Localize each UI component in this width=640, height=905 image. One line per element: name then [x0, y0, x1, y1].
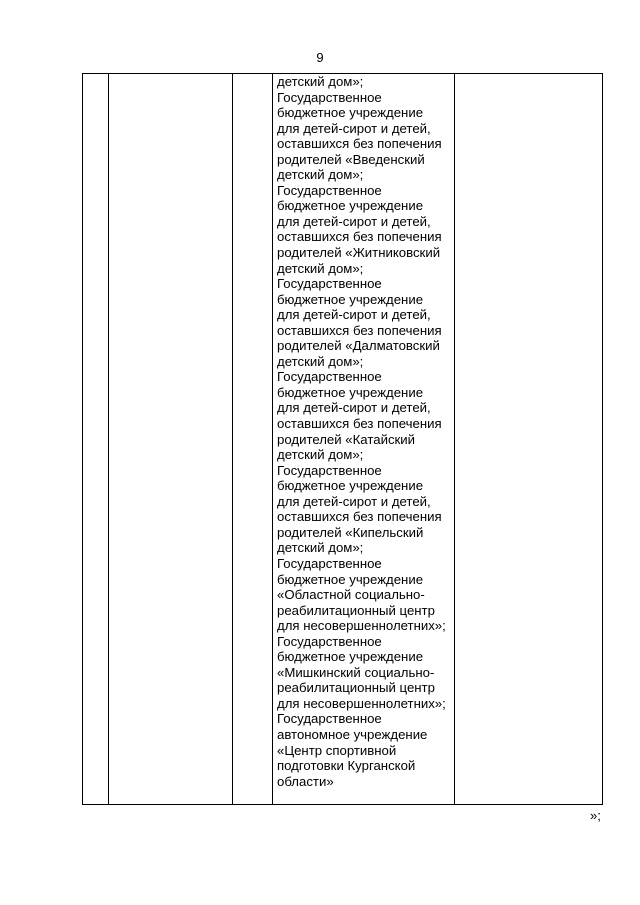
institutions-list: детский дом»; Государственное бюджетное учреждение для детей-сирот и детей, оставшихся без попечения родителей «Введенский детский дом»; Государственное бюджетное учреждение для детей-сирот и детей, оставшихся без попечения родителей «Житниковский детский дом»; Государственное бюджетное учреждение для детей-сирот и детей, оставшихся без попечения родителей «Далматовский детский дом»; Государственное бюджетное учреждение для детей-сирот и детей, оставшихся без попечения родителей «Катайский детский дом»; Государственное бюджетное учреждение для детей-сирот и детей, оставшихся без попечения родителей «Кипельский детский дом»; Государственное бюджетное учреждение «Областной социально- реабилитационный центр для несовершеннолетних»; Государственное бюджетное учреждение «Мишкинский социально- реабилитационный центр для несовершеннолетних»; Государственное автономное учреждение «Центр спортивной подготовки Курганской области» — [277, 74, 446, 789]
table-cell-5 — [455, 74, 603, 805]
table-cell-1 — [83, 74, 109, 805]
page-number: 9 — [316, 50, 324, 65]
table-cell-2 — [109, 74, 233, 805]
closing-quote-mark: »; — [590, 808, 601, 823]
document-table — [82, 73, 603, 805]
table-cell-institutions — [273, 74, 455, 805]
table-row — [83, 74, 603, 805]
table-cell-3 — [233, 74, 273, 805]
